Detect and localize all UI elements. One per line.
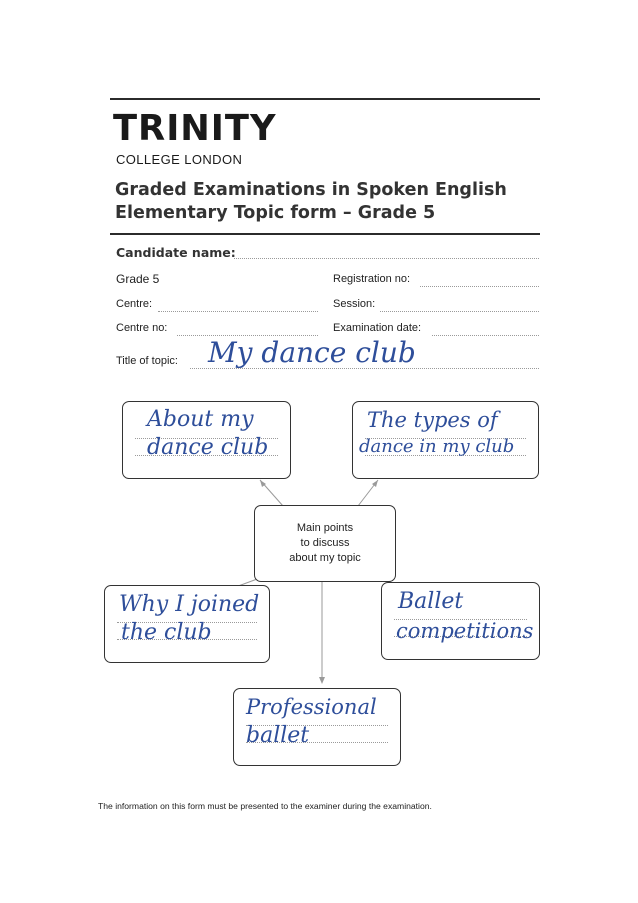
topic-box-top-left-line-1: About my [147, 407, 254, 432]
topic-box-top-right-line-2: dance in my club [359, 436, 515, 457]
heading-line-2: Elementary Topic form – Grade 5 [115, 203, 436, 223]
topic-box-mid-right-line-2: competitions [396, 619, 534, 643]
topic-box-top-right-line-1: The types of [367, 408, 498, 432]
main-points-line-2: to discuss [300, 537, 350, 549]
topic-box-mid-right-line-1: Ballet [398, 589, 464, 614]
topic-box-bottom-line-2: ballet [246, 723, 310, 748]
main-points-box [254, 505, 396, 582]
topic-box-mid-right[interactable] [381, 582, 540, 660]
topic-box-bottom[interactable] [233, 688, 401, 766]
centre-no-label: Centre no: [116, 322, 168, 334]
main-points-line-1: Main points [296, 522, 354, 534]
registration-label: Registration no: [333, 273, 411, 285]
topic-box-top-right[interactable] [352, 401, 539, 479]
college-london-label: COLLEGE LONDON [116, 152, 243, 167]
topic-box-top-left[interactable] [122, 401, 291, 479]
exam-date-label: Examination date: [333, 322, 422, 334]
heading-line-1: Graded Examinations in Spoken English [115, 180, 507, 200]
arrowhead-bottom [319, 677, 325, 684]
candidate-name-label: Candidate name: [116, 245, 236, 260]
grade-label: Grade 5 [116, 272, 160, 286]
topic-box-top-left-line-2: dance club [147, 435, 269, 460]
topic-box-mid-left[interactable] [104, 585, 270, 663]
topic-box-bottom-line-1: Professional [246, 695, 377, 719]
main-points-line-3: about my topic [289, 552, 361, 564]
centre-label: Centre: [116, 298, 153, 310]
title-label: Title of topic: [116, 355, 178, 367]
footer-note: The information on this form must be presented to the examiner during the examination. [98, 801, 432, 811]
topic-box-mid-left-line-2: the club [121, 620, 212, 645]
trinity-logo: TRINITY [113, 108, 277, 149]
session-label: Session: [333, 298, 376, 310]
title-handwritten: My dance club [208, 336, 416, 369]
topic-box-mid-left-line-1: Why I joined [119, 592, 260, 617]
